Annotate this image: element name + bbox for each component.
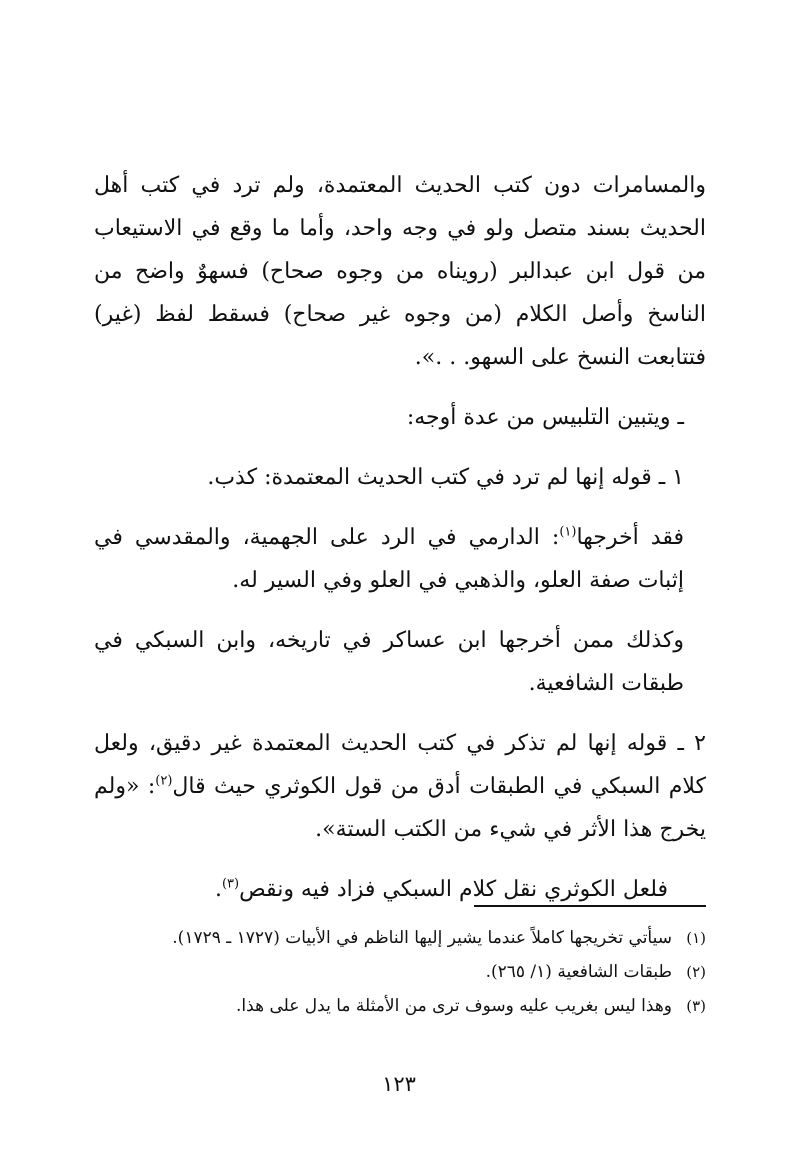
footnote-1 [94,924,706,952]
paragraph-1 [94,164,706,379]
footnote-3-text: وهذا ليس بغريب عليه وسوف ترى من الأمثلة ما يدل على هذا. [236,996,672,1016]
footnote-2 [94,958,706,986]
footnotes [94,924,706,1026]
footnote-3 [94,992,706,1020]
footnote-2-number: (٢) [686,963,706,981]
paragraph-6-text-a: ٢ ـ قوله إنها لم تذكر في كتب الحديث المعتمدة غير دقيق، ولعل كلام السبكي في الطبقات أدق من قول الكوثري حيث قال [94,731,706,799]
page-number: ١٢٣ [382,1072,416,1096]
paragraph-2-text: ـ ويتبين التلبيس من عدة أوجه: [406,405,684,430]
footnote-3-number: (٣) [686,997,706,1015]
paragraph-3-text: ١ ـ قوله إنها لم ترد في كتب الحديث المعتمدة: كذب. [207,465,684,490]
paragraph-4-text-a: فقد أخرجها [576,525,685,550]
footnote-1-number: (١) [686,929,706,947]
paragraph-7-text-b: . [214,877,222,902]
footnote-2-text: طبقات الشافعية (١/ ٢٦٥). [485,962,672,982]
paragraph-1-text: والمسامرات دون كتب الحديث المعتمدة، ولم ترد في كتب أهل الحديث بسند متصل ولو في وجه واحد، وأما ما وقع في الاستيعاب من قول ابن عبدالبر (رويناه من وجوه صحاح) فسهوٌ واضح من الناسخ وأصل الكلام (من وجوه غير صحاح) فسقط لفظ (غير) فتتابعت النسخ على السهو. . .». [94,173,706,370]
footnote-1-text: سيأتي تخريجها كاملاً عندما يشير إليها الناظم في الأبيات (١٧٢٧ ـ ١٧٢٩). [172,928,672,948]
paragraph-6 [94,722,706,851]
paragraph-7-text-a: فلعل الكوثري نقل كلام السبكي فزاد فيه ونقص [239,877,668,902]
footnote-ref-1[interactable]: (١) [559,524,577,540]
paragraph-5 [94,619,706,705]
paragraph-5-text: وكذلك ممن أخرجها ابن عساكر في تاريخه، وابن السبكي في طبقات الشافعية. [94,628,684,696]
paragraph-4-text-b: : الدارمي في الرد على الجهمية، والمقدسي في إثبات صفة العلو، والذهبي في العلو وفي السير له. [94,525,684,593]
footnote-ref-2[interactable]: (٢) [155,773,173,789]
footnote-divider [474,905,706,907]
paragraph-4 [94,516,706,602]
paragraph-6-text-b: : «ولم يخرج هذا الأثر في شيء من الكتب الستة». [94,774,706,842]
main-text [94,164,706,928]
footnote-ref-3[interactable]: (٣) [221,876,240,892]
paragraph-3 [94,456,706,499]
paragraph-2 [94,396,706,439]
